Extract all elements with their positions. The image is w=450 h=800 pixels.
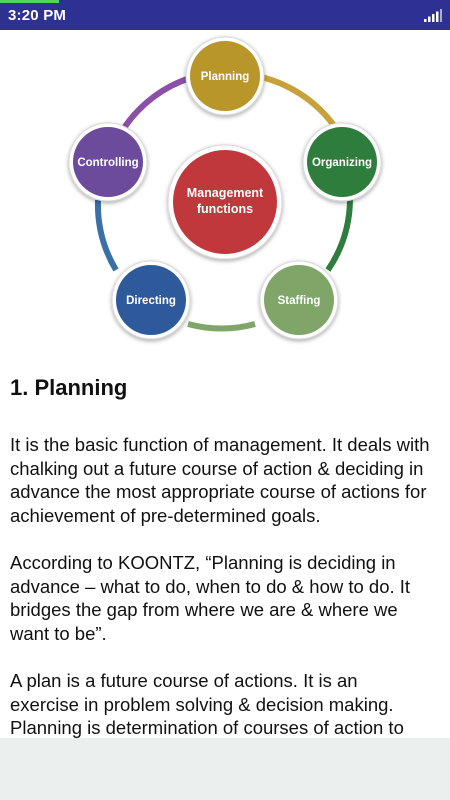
node-label-directing: Directing [126,295,176,307]
node-label-staffing: Staffing [277,295,321,307]
node-organizing [303,123,381,201]
node-label-controlling: Controlling [77,157,139,169]
node-directing [112,261,190,339]
signal-icon [424,9,442,22]
paragraph-3: A plan is a future course of actions. It is an exercise in problem solving & decision making. Planning is determination of courses of action to [10,670,404,738]
node-planning [186,37,264,115]
center-label-line1: Management [186,186,264,200]
loading-progress-bar [0,0,59,3]
status-bar [0,0,450,30]
node-controlling [69,123,147,201]
article-content [10,360,430,738]
node-label-organizing: Organizing [311,157,373,169]
center-node [168,145,282,259]
paragraph-2: According to KOONTZ, “Planning is deciding in advance – what to do, when to do & how to do. It bridges the gap from where we are & where we want to be”. [10,552,411,644]
node-label-planning: Planning [200,71,250,83]
section-title: 1. Planning [10,375,128,400]
node-staffing [260,261,338,339]
center-label-line2: functions [196,202,254,216]
status-time: 3:20 PM [8,7,67,24]
management-functions-diagram [0,30,450,360]
bottom-panel [0,738,450,800]
paragraph-1: It is the basic function of management. It deals with chalking out a future course of action & deciding in advance the most appropriate course of actions for achievement of pre-determined goals. [10,434,430,526]
